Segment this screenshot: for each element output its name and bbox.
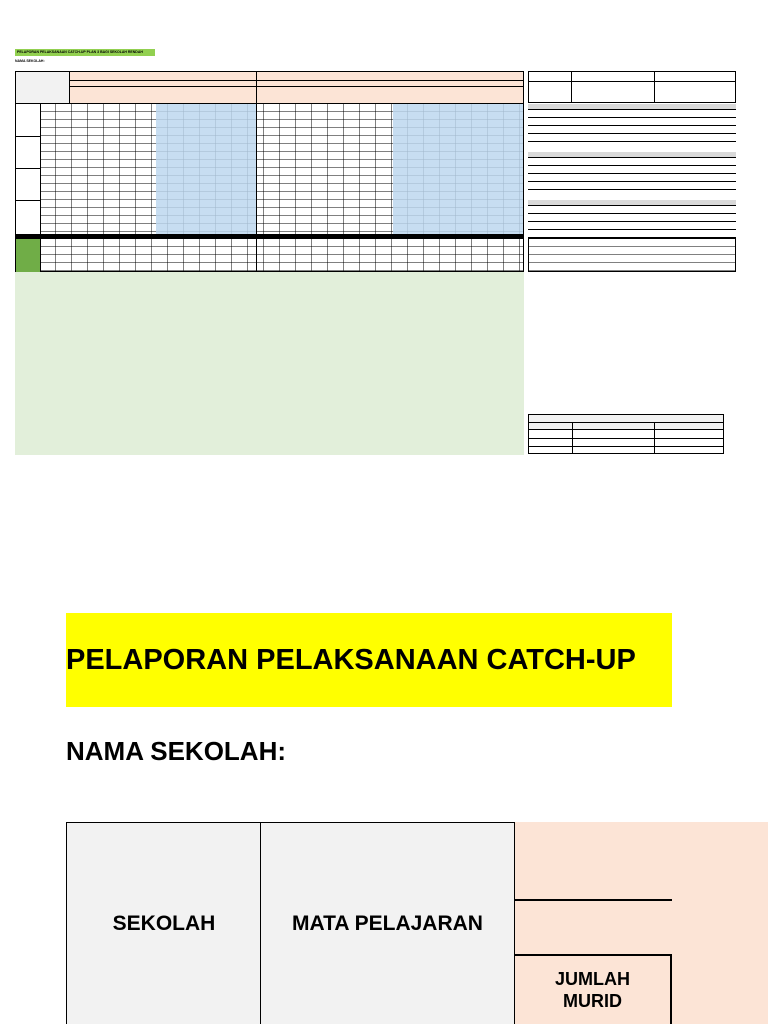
total-label-cell	[16, 239, 40, 273]
page-title: PELAPORAN PELAKSANAAN CATCH-UP	[66, 644, 636, 676]
header-block-left	[70, 72, 256, 104]
reference-table	[528, 414, 724, 454]
header-block-right	[257, 72, 523, 104]
subject-column-header	[260, 822, 515, 1024]
blue-column-block-right	[393, 104, 523, 234]
school-column-header	[66, 822, 262, 1024]
sheet-school-label: NAMA SEKOLAH:	[15, 59, 45, 63]
subject-column-label: MATA PELAJARAN	[292, 911, 483, 935]
blue-column-block-left	[156, 104, 256, 234]
students-column-label: JUMLAH MURID	[555, 969, 630, 1011]
main-sheet-table	[15, 71, 524, 272]
school-name-label: NAMA SEKOLAH:	[66, 736, 287, 766]
side-summary-table	[528, 71, 736, 272]
header-school-subject	[16, 72, 70, 104]
sheet-empty-area	[15, 272, 524, 455]
enlarged-table-header	[66, 822, 672, 1024]
totals-grid	[40, 239, 523, 273]
sheet-title: PELAPORAN PELAKSANAAN CATCH-UP PLAN 3 BAGI SEKOLAH RENDAH	[15, 49, 155, 56]
students-column-header	[515, 956, 670, 1024]
school-column-label: SEKOLAH	[112, 911, 216, 935]
